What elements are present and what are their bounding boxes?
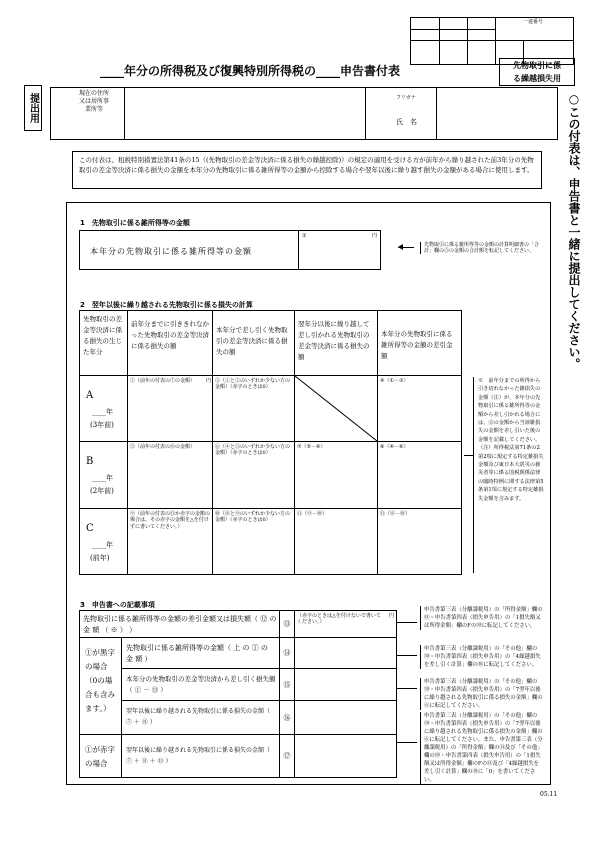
form-type-box: 先物取引に係 る繰越損失用: [499, 58, 575, 86]
side-note: ○この付表は、申告書と一緒に提出してください。: [567, 92, 581, 370]
row-16-input[interactable]: [294, 700, 397, 735]
section3-table: 先物取引に係る雑所得等の金額の差引金額又は損失額（ ⑫ の 金 額 （ ※ ） ） ⑬ （赤字のときは△を付けないで書いてください。） 円 ①が黒字の場合（0の場合も含みます。） 先物取引に係る雑所得等の金額（ 上 の ① の 金 額 ） ⑭ 本年分の先物取引の差金等決済から差し引く損失額（ ① － ⑬ ） ⑮ 翌年以後に繰り越される先物取引に係る損失の金額（ ⑦ ＋ ⑪ ） ⑯ ①が赤字の場合 翌年以後に繰り越される先物取引に係る損失の金額（ ⑦ ＋ ⑪ ＋ ⑬ ） ⑰: [79, 610, 397, 778]
row-b-col4[interactable]: ⑧（④－⑥）: [377, 441, 462, 509]
table-row: B ____年 (2年前): [79, 441, 128, 509]
section1-box: 本年分の先物取引に係る雑所得等の金額 ① 円: [79, 230, 381, 270]
row-c-col2[interactable]: ⑩（⑧と⑨のいずれか少ない方の金額）（赤字のときは0）: [212, 508, 295, 575]
address-label: 現在の住所又は居所事業所等: [78, 90, 109, 113]
section1-amount-input[interactable]: [299, 231, 380, 269]
table-row: A ____年 (3年前): [79, 375, 128, 442]
row-a-col1[interactable]: ②（前年の付表の⑦の金額） 円: [127, 375, 213, 442]
address-name-box: [50, 87, 558, 140]
ichiren-label: 一連番号: [523, 19, 544, 25]
row-14-input[interactable]: [294, 637, 397, 669]
serial-box: [410, 17, 574, 41]
row-b-col1[interactable]: ⑤（前年の付表の⑧の金額）: [127, 441, 213, 509]
row-a-col2[interactable]: ③（①と②のいずれか少ない方の金額）（赤字のときは0）: [212, 375, 295, 442]
section3-title: 3 申告書への記載事項: [80, 601, 155, 609]
section1-row-label: 本年分の先物取引に係る雑所得等の金額: [90, 247, 252, 256]
row-c-col1[interactable]: ⑨（前年の付表の⑪か赤字の金額の場合は、その赤字の金額を△を付けずに書いてください。）: [127, 508, 213, 575]
section3-note-3: 申告書第三表（分離課税用）の「その他」欄の㊿・申告書第四表（損失申告用）の「7翌年以後に繰り越される先物取引に係る損失の金額」欄の⑥に転記してください。: [420, 678, 544, 710]
footer-code: 05.11: [540, 791, 558, 798]
section1-title: 1 先物取引に係る雑所得等の金額: [80, 219, 190, 227]
submission-label: 提出用: [24, 85, 42, 131]
row-17-input[interactable]: [294, 734, 397, 778]
section2-table: 先物取引の差金等決済に係る損失の生じた年分 前年分までに引ききれなかった先物取引の差金等決済に係る損失の額 本年分で差し引く先物取引の差金等決済に係る損失の額 翌年分以後に繰り越して差し引かれる先物取引の差金等決済に係る損失の額 本年分の先物取引に係る雑所得等の金額の差引金額 A ____年 (3年前) ②（前年の付表の⑦の金額） 円 ③（①と②のいずれか少ない方の金額）（赤字のときは0） ④（①－③） B ____年 (2年前) ⑤（前年の付表の⑧の金額） ⑥（④と⑤のいずれか少ない方の金額）（赤字のときは0） ⑦（⑤－⑥） ⑧（④－⑥） C ____年 (前年) ⑨（前年の付表の⑪か赤字の金額の場合は、その赤字の金額を△を付けずに書いてください。） ⑩（⑧と⑨のいずれか少ない方の金額）（赤字のときは0） ⑪（⑨－⑩） ⑫（⑧－⑩）: [79, 310, 462, 575]
table-row: C ____年 (前年): [79, 508, 128, 575]
section1-note: 先物取引に係る雑所得等の金額の計算明細書の「合計」欄の⑤の金額の合計額を転記してください。: [420, 242, 540, 254]
row-c-col4[interactable]: ⑫（⑧－⑩）: [377, 508, 462, 575]
row-c-col3[interactable]: ⑪（⑨－⑩）: [294, 508, 378, 575]
section3-note-4: 申告書第三表（分離課税用）の「その他」欄の㊿・申告書第四表（損失申告用）の「7翌年以後に繰り越される先物取引に係る損失の金額」欄の⑥に転記してください。また、申告書第三表（分離課税用）の「所得金額」欄の⑭及び「その他」欄の㊿・申告書第四表（損失申告用）の「1損失額又は所得金額」欄のFの⑭及び「4繰越損失を差し引く計算」欄の⑩に「0」を書いてください。: [420, 712, 544, 784]
intro-text: この付表は、租税特別措置法第41条の15（(先物取引の差金等決済に係る損失の繰越控除)）の規定の適用を受ける方が前年から繰り越された前3年分の先物取引の差金等決済に係る損失の金額を本年分の先物取引に係る雑所得等の金額から控除する場合や翌年以後に繰り越す損失の金額がある場合に使用します。: [72, 151, 542, 189]
section2-side-note: ※ 前年分までの所得から引き切れなかった雑損失の金額（注）が、本年分の先物取引に係る雑所得等の金額から差し引かれる場合には、⑫の金額から当該雑損失の金額を差し引いた後の金額を記載してください。（注）所得税法第71条の2第2項に規定する特定雑損失金額及び東日本大震災の被災者等に係る国税関係法律の臨時特例に関する法律第5条第1項に規定する特定雑損失金額を含みます。: [478, 378, 544, 502]
row-b-col3[interactable]: ⑦（⑤－⑥）: [294, 441, 378, 509]
section3-note-2: 申告書第三表（分離課税用）の「その他」欄の㊿・申告書第四表（損失申告用）の「4繰越損失を差し引く計算」欄の⑩に転記してください。: [420, 645, 544, 669]
page-title: ____年分の所得税及び復興特別所得税の____申告書付表: [100, 64, 401, 78]
section3-note-1: 申告書第三表（分離課税用）の「所得金額」欄の⑭・申告書第四表（損失申告用）の「1損失額又は所得金額」欄のFの㊿に転記してください。: [420, 606, 544, 630]
name-label: 氏 名: [396, 118, 417, 126]
section2-title: 2 翌年以後に繰り越される先物取引に係る損失の計算: [80, 301, 253, 309]
row-b-col2[interactable]: ⑥（④と⑤のいずれか少ない方の金額）（赤字のときは0）: [212, 441, 295, 509]
row-15-input[interactable]: [294, 668, 397, 701]
address-input[interactable]: [125, 88, 365, 139]
furigana-label: フリガナ: [396, 95, 416, 101]
name-input[interactable]: [437, 88, 558, 139]
row-a-col4[interactable]: ④（①－③）: [377, 375, 462, 442]
row-13-input[interactable]: （赤字のときは△を付けないで書いてください。） 円: [294, 610, 397, 638]
row-a-col3-disabled: [294, 375, 378, 442]
